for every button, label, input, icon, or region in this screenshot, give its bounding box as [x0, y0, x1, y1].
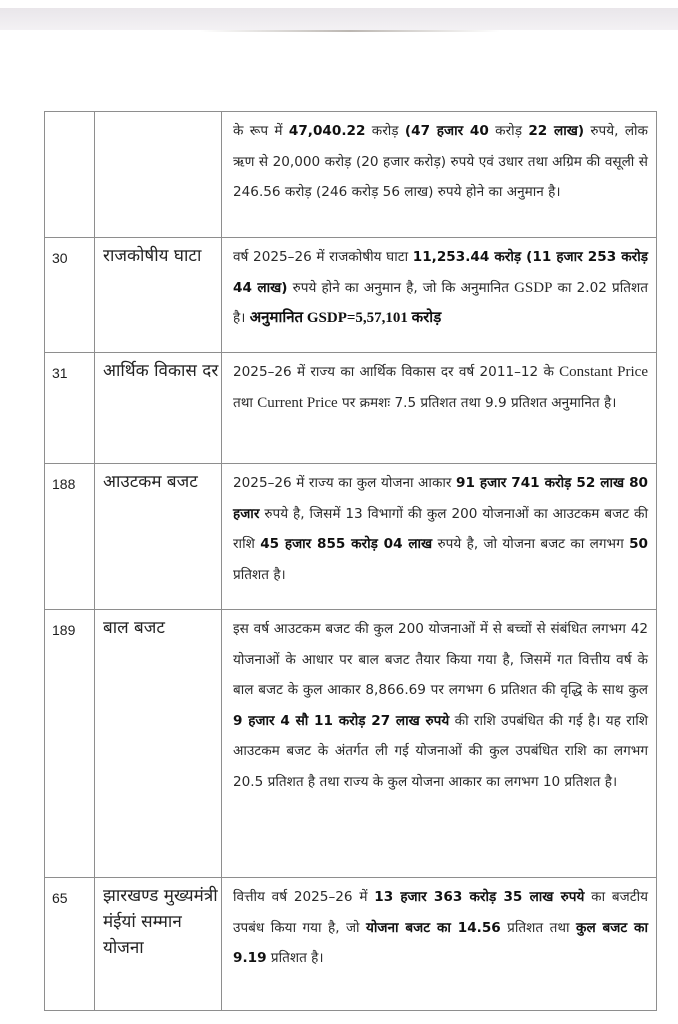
row-heading: झारखण्ड मुख्यमंत्री मंईयां सम्मान योजना — [95, 878, 222, 1011]
text-run: रुपये, लोक ऋण से 20,000 करोड़ (20 हजार करोड़) रुपये एवं उधार तथा अग्रिम की वसूली से 246.56 करोड़ (246 करोड़ 56 लाख) रुपये होने का अनुमान है। — [233, 123, 648, 200]
text-run: के रूप में — [233, 123, 289, 139]
text-run: रुपये होने का अनुमान है, जो कि अनुमानित — [287, 279, 515, 296]
bold-text-run: 45 हजार 855 करोड़ 04 लाख — [260, 536, 433, 552]
row-heading: आउटकम बजट — [95, 464, 222, 610]
bold-text-run: 13 हजार 363 करोड़ 35 लाख रुपये — [374, 889, 585, 905]
top-edge-bar — [0, 8, 678, 30]
bold-text-run: 91 हजार 741 करोड़ 52 लाख 80 हजार — [233, 475, 648, 522]
row-number: 31 — [45, 353, 95, 464]
bold-text-run: (47 हजार 40 — [404, 123, 489, 139]
text-run: Constant Price — [559, 364, 648, 380]
bold-text-run: 9 हजार 4 सौ 11 करोड़ 27 लाख रुपये — [233, 712, 450, 729]
row-description — [222, 238, 657, 353]
row-description — [222, 353, 657, 464]
text-run: 2025–26 में राज्य का कुल योजना आकार — [233, 475, 457, 491]
row-number — [45, 112, 95, 238]
text-run: वित्तीय वर्ष 2025–26 में — [233, 889, 375, 905]
text-run: Current Price — [257, 394, 338, 411]
row-number: 30 — [45, 238, 95, 353]
row-description — [222, 112, 657, 238]
bold-text-run: अनुमानित GSDP=5,57,101 करोड़ — [249, 310, 442, 326]
text-run: इस वर्ष आउटकम बजट की कुल 200 योजनाओं में से बच्चों से संबंधित लगभग 42 योजनाओं के आधार पर बाल बजट तैयार किया गया है, जिसमें गत वित्तीय वर्ष के बाल बजट के कुल आकार 8,866.69 पर लगभग 6 प्रतिशत की वृद्धि के साथ कुल — [233, 621, 648, 698]
row-description — [222, 878, 657, 1011]
text-run: करोड़ — [365, 123, 405, 139]
text-run: पर क्रमशः 7.5 प्रतिशत तथा 9.9 प्रतिशत अनुमानित है। — [337, 394, 617, 411]
text-run: रुपये है, जिसमें 13 विभागों की कुल 200 योजनाओं का आउटकम बजट की राशि — [233, 505, 648, 552]
bold-text-run: 11,253.44 करोड़ (11 हजार 253 करोड़ 44 लाख) — [233, 249, 648, 296]
text-run: की राशि उपबंधित की गई है। यह राशि आउटकम बजट के अंतर्गत ली गई योजनाओं की कुल उपबंधित राशि का लगभग 20.5 प्रतिशत है तथा राज्य के कुल योजना आकार का लगभग 10 प्रतिशत है। — [233, 712, 649, 790]
text-run: तथा — [233, 394, 258, 411]
row-number: 188 — [45, 464, 95, 610]
row-number: 189 — [45, 610, 95, 878]
row-heading: राजकोषीय घाटा — [95, 238, 222, 353]
table-row-continued — [45, 112, 657, 238]
text-run: प्रतिशत है। — [233, 566, 286, 583]
row-heading — [95, 112, 222, 238]
text-run: GSDP — [514, 279, 553, 296]
table-row-fiscal-deficit — [45, 238, 657, 353]
text-run: वर्ष 2025–26 में राजकोषीय घाटा — [233, 249, 413, 265]
budget-highlights-table — [44, 111, 657, 1011]
table-row-outcome-budget — [45, 464, 657, 610]
text-run: का 2.02 प्रतिशत है। — [233, 279, 648, 326]
row-heading: आर्थिक विकास दर — [95, 353, 222, 464]
text-run: करोड़ — [488, 123, 529, 139]
page-fold-shadow — [200, 30, 500, 32]
bold-text-run: कुल बजट का 9.19 — [233, 919, 648, 966]
row-description — [222, 610, 657, 878]
bold-text-run: 22 लाख) — [528, 123, 585, 139]
table-row-maiyan-samman-yojana — [45, 878, 657, 1011]
table-row-economic-growth — [45, 353, 657, 464]
row-number: 65 — [45, 878, 95, 1011]
bold-text-run: 50 — [629, 536, 648, 552]
text-run: का बजटीय उपबंध किया गया है, जो — [233, 889, 648, 936]
text-run: रुपये है, जो योजना बजट का लगभग — [432, 536, 630, 552]
row-description — [222, 464, 657, 610]
table-row-child-budget — [45, 610, 657, 878]
row-heading: बाल बजट — [95, 610, 222, 878]
text-run: प्रतिशत तथा — [500, 919, 576, 936]
bold-text-run: योजना बजट का 14.56 — [366, 919, 501, 936]
text-run: प्रतिशत है। — [266, 950, 324, 966]
bold-text-run: 47,040.22 — [288, 123, 366, 139]
text-run: 2025–26 में राज्य का आर्थिक विकास दर वर्ष 2011–12 के — [233, 364, 560, 380]
